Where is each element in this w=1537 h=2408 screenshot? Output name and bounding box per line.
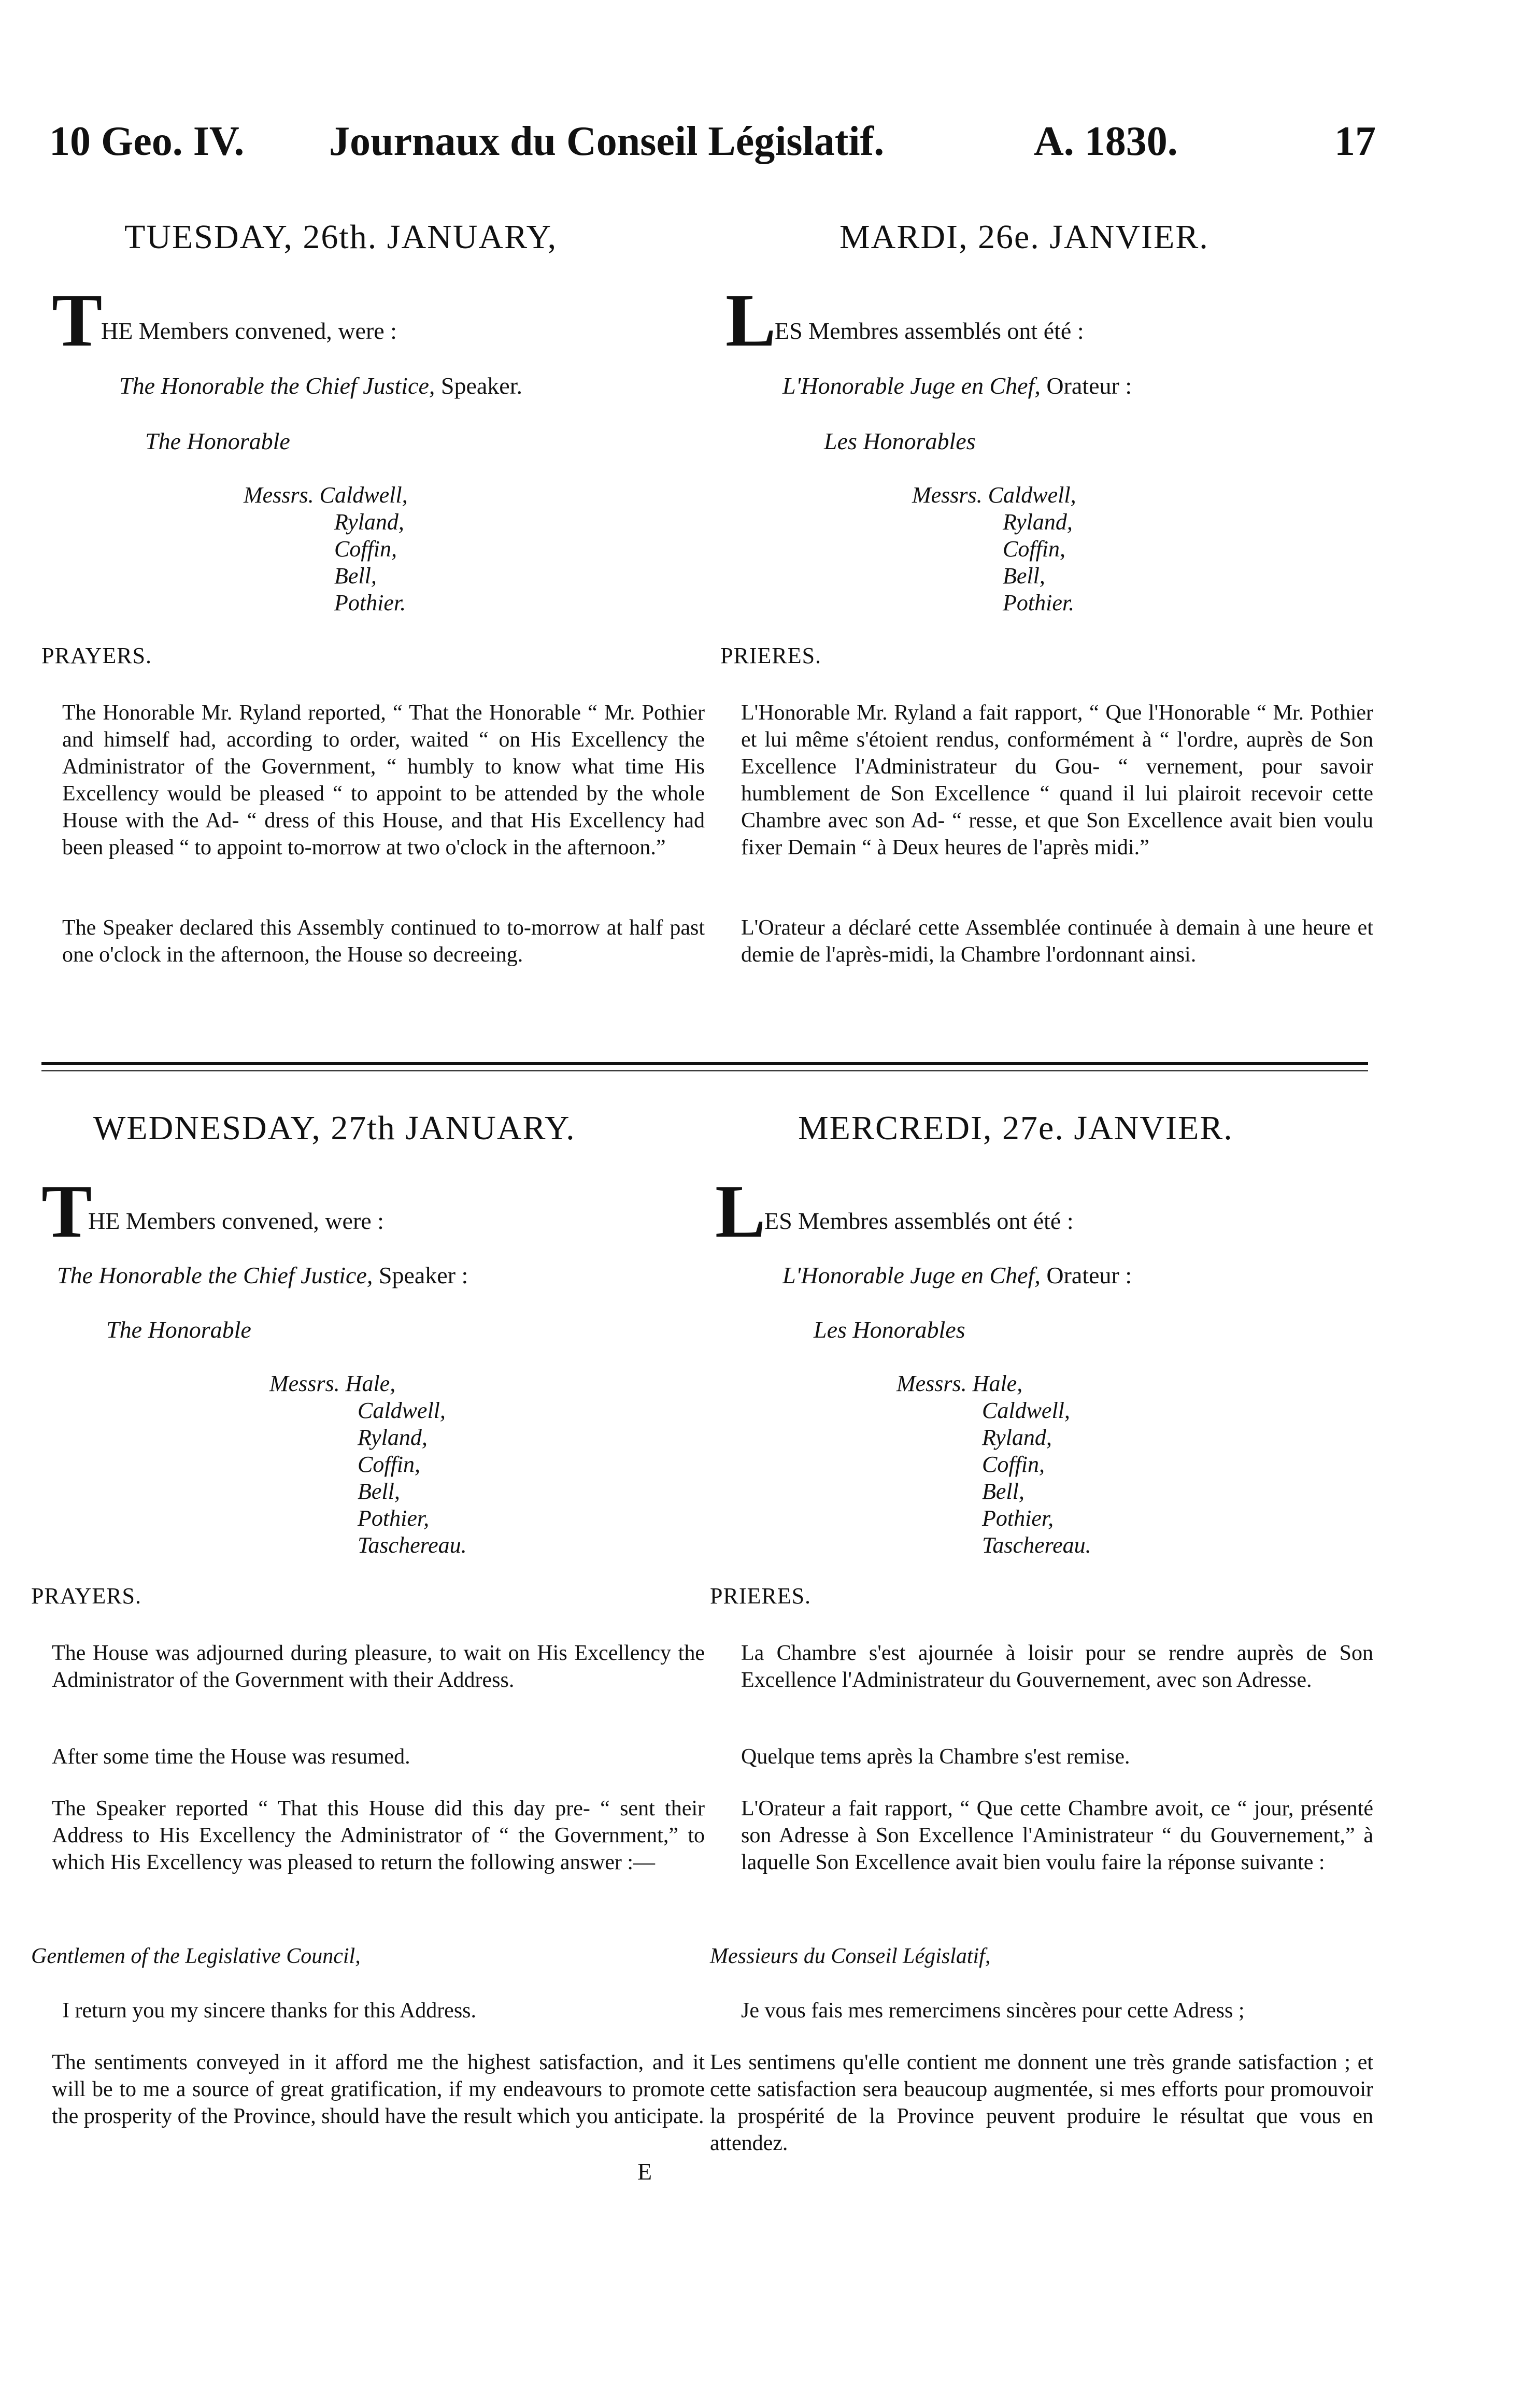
paragraph: L'Orateur a fait rapport, “ Que cette Chambre avoit, ce “ jour, présenté son Adresse à Son Excellence l'Aministrateur “ du Gouvernement,” à laquelle Son Excellence avait bien voulu faire la réponse suivante : bbox=[741, 1797, 1373, 1874]
prayers-heading: PRAYERS. bbox=[41, 643, 152, 668]
honorable-label: Les Honorables bbox=[824, 428, 976, 454]
speaker-role: Speaker. bbox=[440, 372, 523, 399]
member-name: Ryland, bbox=[334, 509, 404, 535]
paragraph: Je vous fais mes remercimens sincères pour cette Adress ; bbox=[741, 1999, 1245, 2023]
speaker-role: Orateur : bbox=[1046, 372, 1132, 399]
member-name: Messrs. Caldwell, bbox=[912, 482, 1076, 508]
answer-salutation: Messieurs du Conseil Législatif, bbox=[710, 1944, 991, 1968]
paragraph: The Honorable Mr. Ryland reported, “ That the Honorable “ Mr. Pothier and himself had, according to order, waited “ on His Excellency the Administrator of the Government, “ humbly to know what time His Excellency would be pleased “ to appoint to be attended by the whole House with the Ad- “ dress of this House, and that His Excellency had been pleased “ to appoint to-morrow at two o'clock in the afternoon.” bbox=[62, 701, 705, 859]
speaker-line bbox=[782, 1262, 1132, 1289]
drop-cap: L bbox=[725, 278, 776, 362]
members-list bbox=[896, 1370, 1091, 1559]
member-name: Caldwell, bbox=[982, 1398, 1070, 1423]
paragraph: La Chambre s'est ajournée à loisir pour se rendre auprès de Son Excellence l'Administrateur du Gouvernement, avec son Adresse. bbox=[741, 1641, 1373, 1692]
paragraph: The sentiments conveyed in it afford me the highest satisfaction, and it will be to me a source of great gratification, if my endeavours to promote the prosperity of the Province, should have the result which you anticipate. bbox=[52, 2051, 705, 2128]
day-heading: WEDNESDAY, 27th JANUARY. bbox=[93, 1109, 576, 1147]
year-label: A. 1830. bbox=[1034, 119, 1178, 164]
signature-mark: E bbox=[637, 2158, 652, 2185]
day-heading: MARDI, 26e. JANVIER. bbox=[839, 218, 1209, 256]
prayers-heading: PRAYERS. bbox=[31, 1583, 142, 1609]
speaker-role: Orateur : bbox=[1046, 1262, 1132, 1288]
speaker-name: L'Honorable Juge en Chef, bbox=[782, 1262, 1041, 1288]
member-name: Coffin, bbox=[358, 1452, 421, 1477]
honorable-label: Les Honorables bbox=[814, 1316, 965, 1343]
member-name: Messrs. Caldwell, bbox=[244, 482, 408, 508]
paragraph: L'Honorable Mr. Ryland a fait rapport, “ Que l'Honorable “ Mr. Pothier et lui même s'étoient rendus, conformément à “ l'ordre, auprès de Son Excellence l'Administrateur du Gou- “ vernement, pour savoir humblement de Son Excellence “ quand il lui plairoit recevoir cette Chambre avec son Ad- “ resse, et que Son Excellence avait bien voulu fixer Demain “ à Deux heures de l'après midi.” bbox=[741, 701, 1373, 859]
member-name: Pothier. bbox=[1003, 590, 1075, 615]
honorable-label: The Honorable bbox=[145, 428, 290, 454]
member-name: Coffin, bbox=[982, 1452, 1045, 1477]
drop-cap: T bbox=[52, 278, 103, 362]
member-name: Taschereau. bbox=[982, 1532, 1091, 1558]
paragraph: Quelque tems après la Chambre s'est remise. bbox=[741, 1745, 1130, 1769]
member-name: Bell, bbox=[1003, 563, 1045, 589]
paragraph: The Speaker reported “ That this House did this day pre- “ sent their Address to His Excellency the Administrator of “ the Government,” to which His Excellency was pleased to return the following answer :— bbox=[52, 1797, 705, 1874]
member-name: Ryland, bbox=[1003, 509, 1073, 535]
day-heading: MERCREDI, 27e. JANVIER. bbox=[798, 1109, 1233, 1147]
member-name: Pothier. bbox=[334, 590, 406, 615]
members-convened-line: ES Membres assemblés ont été : bbox=[775, 318, 1084, 344]
member-name: Messrs. Hale, bbox=[269, 1371, 396, 1396]
paragraph: L'Orateur a déclaré cette Assemblée continuée à demain à une heure et demie de l'après-midi, la Chambre l'ordonnant ainsi. bbox=[741, 916, 1373, 967]
member-name: Pothier, bbox=[358, 1506, 430, 1531]
member-name: Bell, bbox=[334, 563, 377, 589]
member-name: Taschereau. bbox=[358, 1532, 467, 1558]
prayers-heading: PRIERES. bbox=[720, 643, 822, 668]
member-name: Pothier, bbox=[982, 1506, 1054, 1531]
member-name: Messrs. Hale, bbox=[896, 1371, 1023, 1396]
member-name: Caldwell, bbox=[358, 1398, 446, 1423]
speaker-name: The Honorable the Chief Justice, bbox=[119, 372, 435, 399]
answer-salutation: Gentlemen of the Legislative Council, bbox=[31, 1944, 361, 1968]
speaker-role: Speaker : bbox=[378, 1262, 468, 1288]
speaker-name: The Honorable the Chief Justice, bbox=[57, 1262, 373, 1288]
member-name: Ryland, bbox=[982, 1425, 1052, 1450]
wednesday-english-column bbox=[31, 0, 705, 2408]
honorable-label: The Honorable bbox=[106, 1316, 251, 1343]
paragraph: The Speaker declared this Assembly continued to to-morrow at half past one o'clock in the afternoon, the House so decreeing. bbox=[62, 916, 705, 967]
members-convened-line: HE Members convened, were : bbox=[88, 1208, 384, 1234]
members-convened-line: HE Members convened, were : bbox=[101, 318, 397, 344]
member-name: Ryland, bbox=[358, 1425, 428, 1450]
wednesday-french-column bbox=[710, 0, 1378, 2408]
day-heading: TUESDAY, 26th. JANUARY, bbox=[124, 218, 558, 256]
member-name: Bell, bbox=[358, 1479, 400, 1504]
speaker-line bbox=[57, 1262, 468, 1289]
member-name: Coffin, bbox=[1003, 536, 1066, 562]
members-list bbox=[269, 1370, 467, 1559]
page-number: 17 bbox=[1334, 119, 1376, 164]
drop-cap: L bbox=[715, 1169, 766, 1253]
paragraph: After some time the House was resumed. bbox=[52, 1745, 410, 1769]
speaker-name: L'Honorable Juge en Chef, bbox=[782, 372, 1041, 399]
members-convened-line: ES Membres assemblés ont été : bbox=[764, 1208, 1074, 1234]
member-name: Bell, bbox=[982, 1479, 1024, 1504]
paragraph: Les sentimens qu'elle contient me donnent une très grande satisfaction ; et cette satisfaction sera beaucoup augmentée, si mes efforts pour promouvoir la prospérité de la Province peuvent produire le résultat que vous en attendez. bbox=[710, 2051, 1373, 2155]
paragraph: The House was adjourned during pleasure, to wait on His Excellency the Administrator of the Government with their Address. bbox=[52, 1641, 705, 1692]
paragraph: I return you my sincere thanks for this Address. bbox=[62, 1999, 477, 2023]
journal-title: Journaux du Conseil Législatif. bbox=[329, 119, 885, 164]
prayers-heading: PRIERES. bbox=[710, 1583, 812, 1609]
drop-cap: T bbox=[41, 1169, 92, 1253]
member-name: Coffin, bbox=[334, 536, 397, 562]
reign-label: 10 Geo. IV. bbox=[49, 119, 245, 164]
